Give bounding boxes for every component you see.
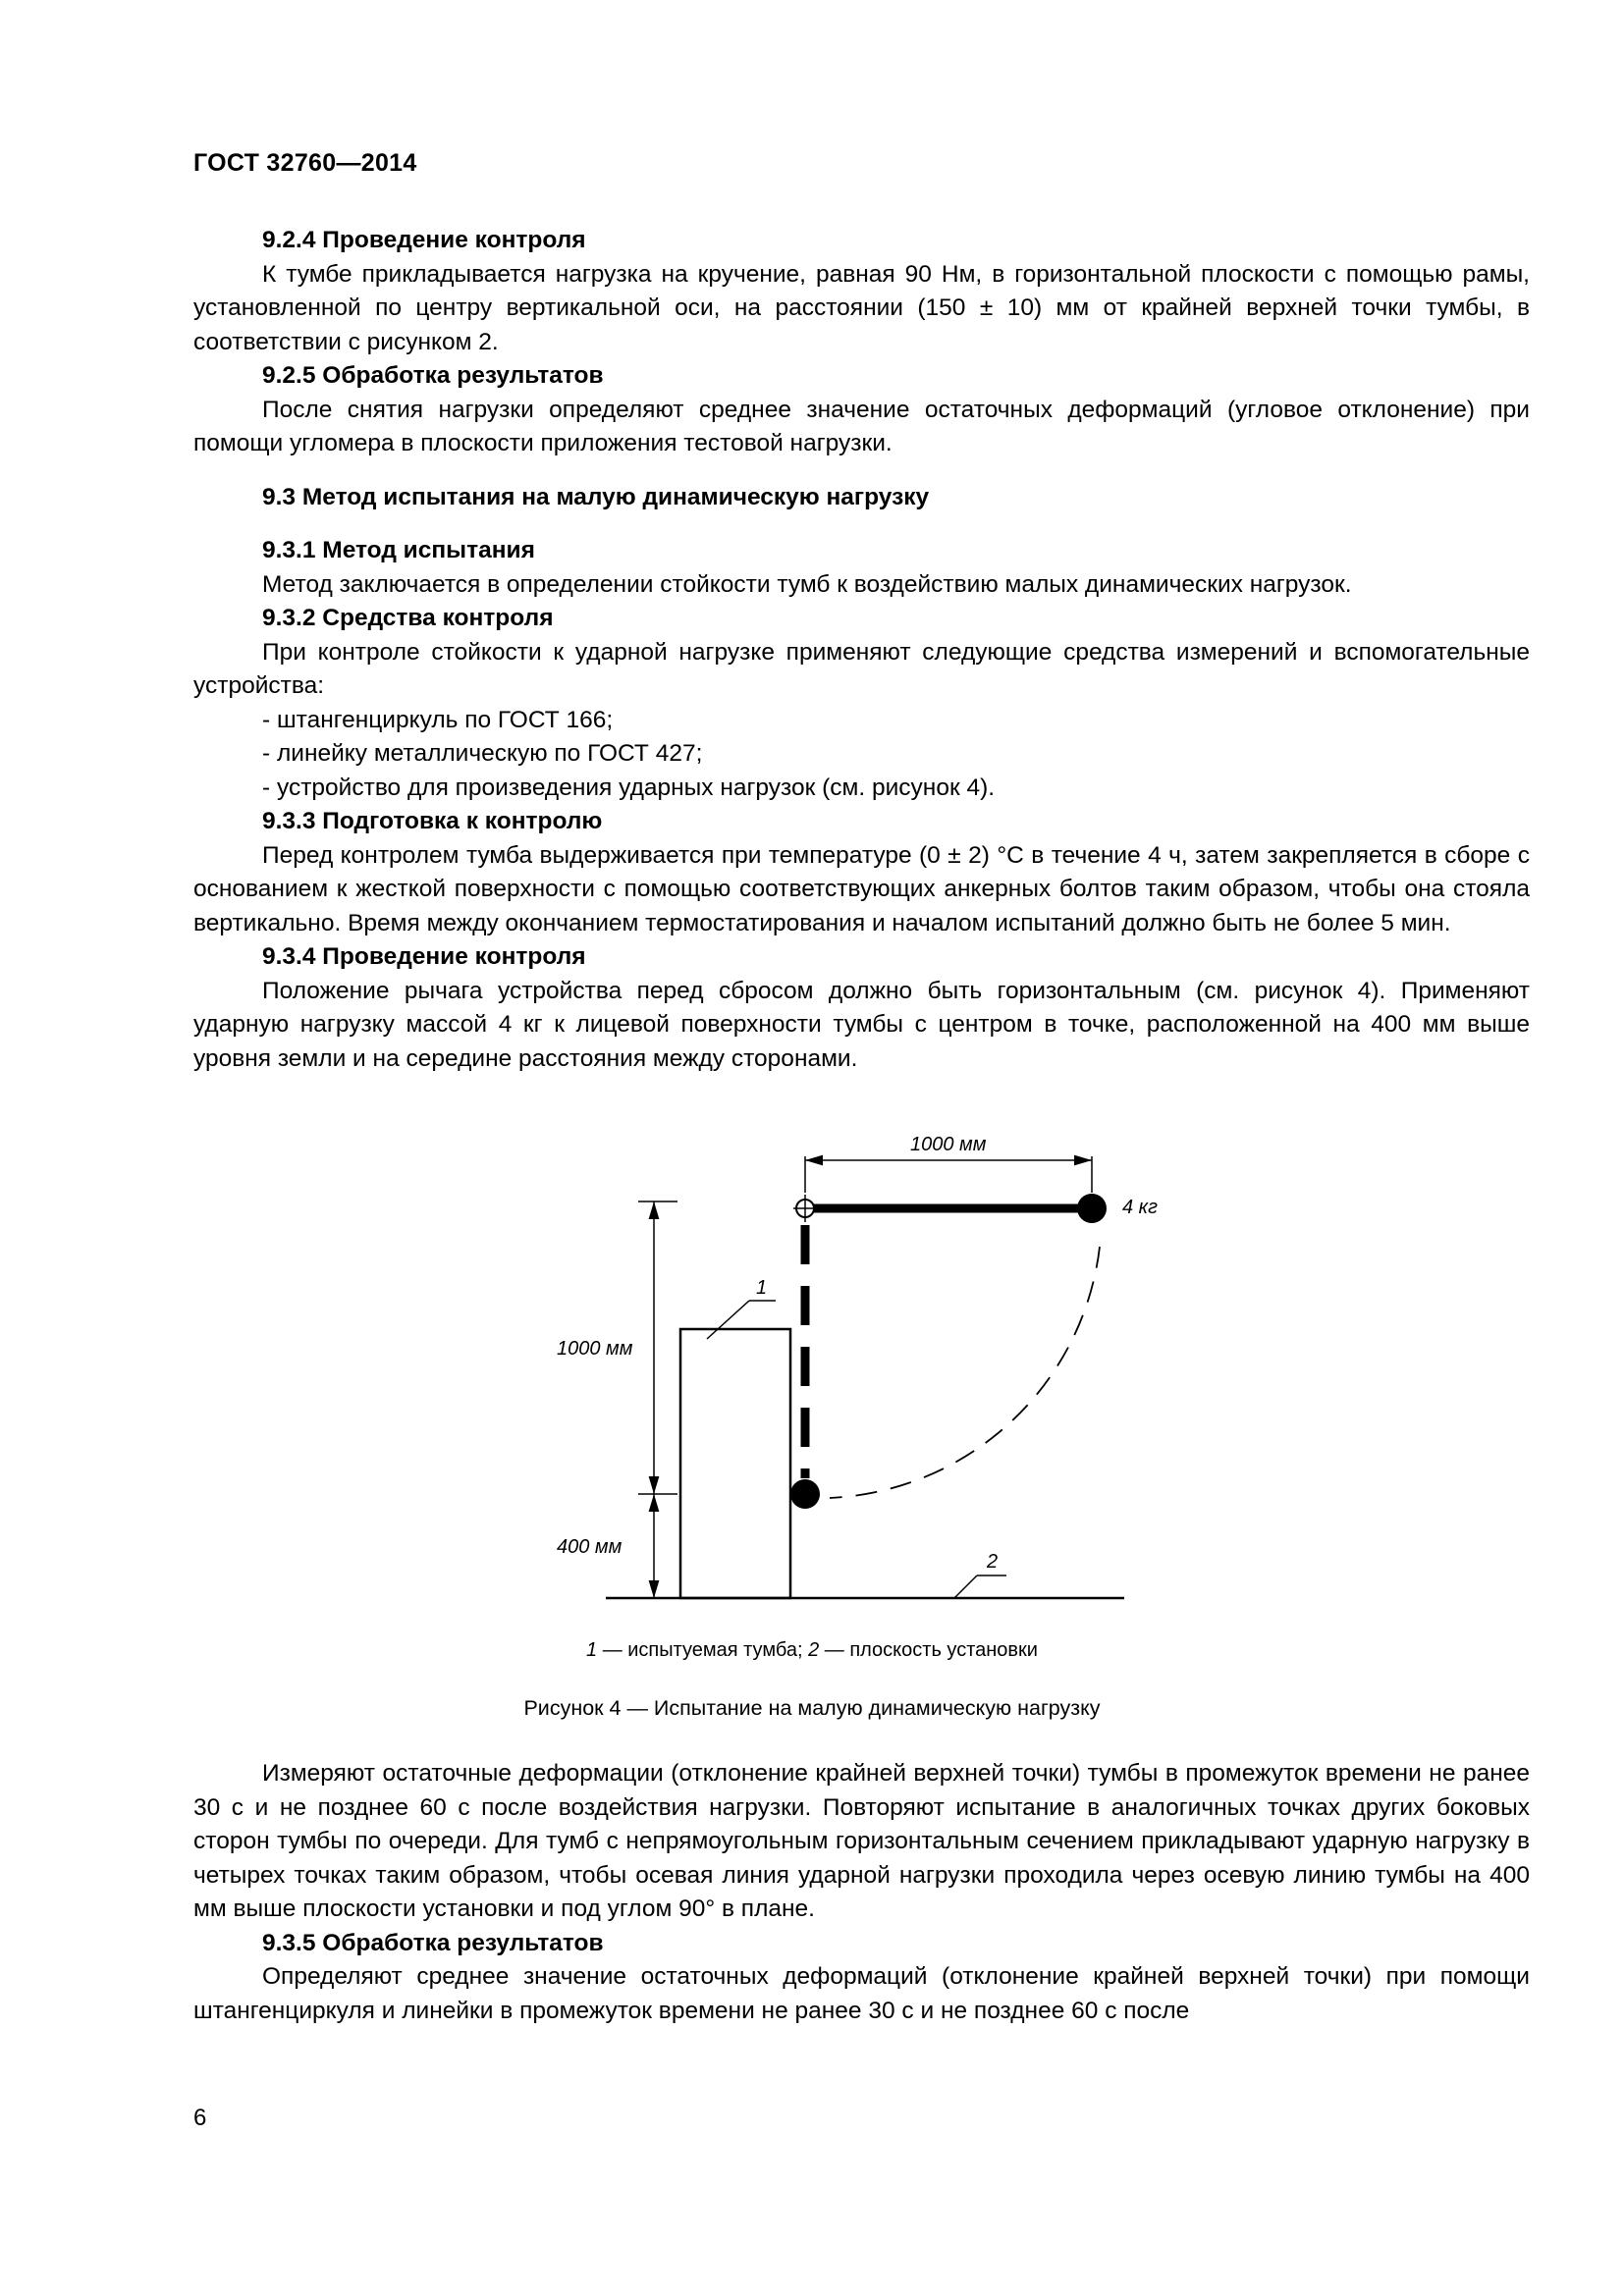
list-item: - линейку металлическую по ГОСТ 427; <box>262 740 703 767</box>
text-block-bottom <box>193 1757 1530 2028</box>
callout-2-leader <box>954 1575 977 1598</box>
paragraph: После снятия нагрузки определяют среднее значение остаточных деформаций (угловое отклонение) при помощи угломера в плоскости приложения тестовой нагрузки. <box>193 396 1530 456</box>
heading-9-2-5: 9.2.5 Обработка результатов <box>262 362 604 389</box>
callout-2-label: 2 <box>987 1551 999 1573</box>
paragraph: К тумбе прикладывается нагрузка на кручение, равная 90 Нм, в горизонтальной плоскости с помощью рамы, установленной по центру вертикальной оси, на расстоянии (150 ± 10) мм от крайней верхней точки тумбы, в соответствии с рисунком 2. <box>193 260 1530 355</box>
callout-1-leader <box>707 1301 749 1339</box>
legend-number-1: 1 <box>586 1639 598 1661</box>
callout-1-label: 1 <box>756 1277 768 1299</box>
heading-9-3-5: 9.3.5 Обработка результатов <box>262 1929 604 1956</box>
dim-left-lower-label: 400 мм <box>557 1536 623 1558</box>
text-block-top <box>193 224 1530 1076</box>
mass-top <box>1077 1194 1107 1223</box>
paragraph: Метод заключается в определении стойкости тумб к воздействию малых динамических нагрузок. <box>262 570 1352 598</box>
heading-9-2-4: 9.2.4 Проведение контроля <box>262 227 586 253</box>
legend-text-1: — испытуемая тумба; <box>597 1639 809 1661</box>
mass-label: 4 кг <box>1122 1197 1158 1218</box>
list-item: - штангенциркуль по ГОСТ 166; <box>262 706 614 733</box>
figure-legend <box>0 1639 1624 1662</box>
figure-4 <box>0 1080 1624 1688</box>
paragraph: Перед контролем тумба выдерживается при температуре (0 ± 2) °С в течение 4 ч, затем закрепляется в сборе с основанием к жесткой поверхности с помощью соответствующих анкерных болтов таким образом, чтобы она стояла вертикально. Время между окончанием термостатирования и началом испытаний должно быть не более 5 мин. <box>193 841 1530 936</box>
swing-arc <box>830 1247 1100 1498</box>
legend-number-2: 2 <box>808 1639 820 1661</box>
heading-9-3-2: 9.3.2 Средства контроля <box>262 605 554 631</box>
paragraph: При контроле стойкости к ударной нагрузке применяют следующие средства измерений и вспомогательные устройства: <box>193 638 1530 699</box>
bollard-outline <box>680 1329 790 1598</box>
mass-impact <box>790 1479 820 1509</box>
paragraph: Измеряют остаточные деформации (отклонение крайней верхней точки) тумбы в промежуток времени не ранее 30 с и не позднее 60 с после воздействия нагрузки. Повторяют испытание в аналогичных точках других боковых сторон тумбы по очереди. Для тумб с непрямоугольным горизонтальным сечением прикладывают ударную нагрузку в четырех точках таким образом, чтобы осевая линия ударной нагрузки проходила через осевую линию тумбы на 400 мм выше плоскости установки и под углом 90° в плане. <box>193 1760 1530 1922</box>
document-header: ГОСТ 32760—2014 <box>193 149 417 177</box>
paragraph: Положение рычага устройства перед сбросом должно быть горизонтальным (см. рисунок 4). Применяют ударную нагрузку массой 4 кг к лицевой поверхности тумбы с центром в точке, расположенной на 400 мм выше уровня земли и на середине расстояния между сторонами. <box>193 977 1530 1072</box>
list-item: - устройство для произведения ударных нагрузок (см. рисунок 4). <box>262 774 996 801</box>
figure-caption: Рисунок 4 — Испытание на малую динамическую нагрузку <box>523 1696 1101 1720</box>
dim-left-upper-label: 1000 мм <box>557 1338 633 1360</box>
heading-9-3-3: 9.3.3 Подготовка к контролю <box>262 808 603 834</box>
heading-9-3-1: 9.3.1 Метод испытания <box>262 537 535 563</box>
paragraph: Определяют среднее значение остаточных деформаций (отклонение крайней верхней точки) при помощи штангенциркуля и линейки в промежуток времени не ранее 30 с и не позднее 60 с после <box>193 1963 1530 2024</box>
heading-9-3-4: 9.3.4 Проведение контроля <box>262 943 586 970</box>
page-number: 6 <box>193 2105 207 2131</box>
legend-text-2: — плоскость установки <box>819 1639 1038 1661</box>
dim-top-label: 1000 мм <box>910 1134 987 1155</box>
heading-9-3: 9.3 Метод испытания на малую динамическую нагрузку <box>262 483 930 510</box>
test-rig-diagram <box>0 1080 1624 1688</box>
